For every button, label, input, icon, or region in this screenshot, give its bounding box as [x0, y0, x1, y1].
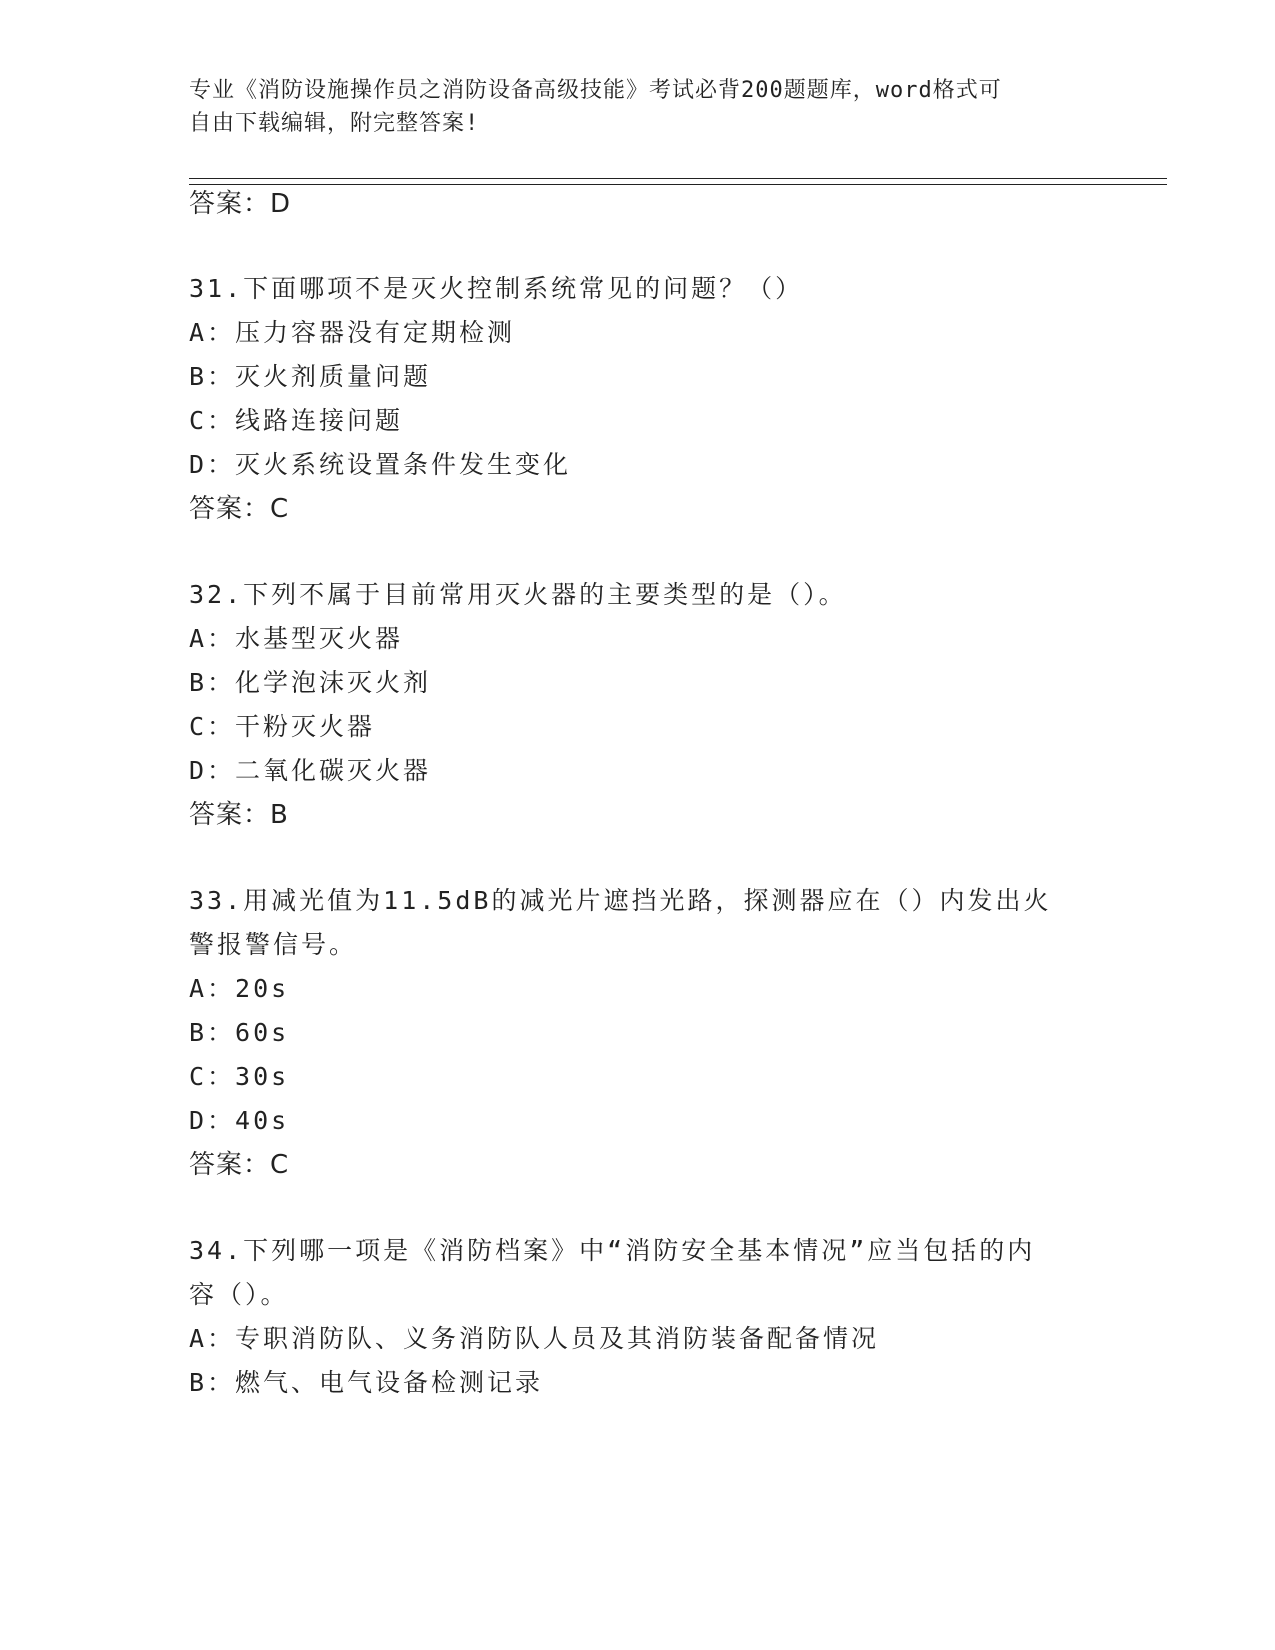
question-33-text-line-1: 33.用减光值为11.5dB的减光片遮挡光路，探测器应在（）内发出火 [189, 886, 1052, 915]
question-33-option-d: D：40s [189, 1106, 290, 1135]
question-32-option-b: B：化学泡沫灭火剂 [189, 668, 432, 697]
question-33-option-c: C：30s [189, 1062, 290, 1091]
header-line-2: 自由下载编辑，附完整答案! [189, 111, 480, 136]
question-32-option-c: C：干粉灭火器 [189, 712, 376, 741]
question-31-option-c: C：线路连接问题 [189, 406, 404, 435]
header-line-1: 专业《消防设施操作员之消防设备高级技能》考试必背200题题库，word格式可 [189, 78, 1002, 103]
question-34-option-a: A：专职消防队、义务消防队人员及其消防装备配备情况 [189, 1324, 880, 1353]
question-31-text: 31.下面哪项不是灭火控制系统常见的问题？（） [189, 274, 804, 303]
question-33-option-b: B：60s [189, 1018, 290, 1047]
question-32-option-d: D：二氧化碳灭火器 [189, 756, 432, 785]
question-33-option-a: A：20s [189, 974, 290, 1003]
question-34-option-b: B：燃气、电气设备检测记录 [189, 1368, 544, 1397]
question-34-text-line-2: 容（）。 [189, 1280, 289, 1309]
question-31-option-d: D：灭火系统设置条件发生变化 [189, 450, 572, 479]
header-divider [189, 178, 1167, 185]
question-32-option-a: A：水基型灭火器 [189, 624, 404, 653]
question-31-answer: 答案：C [189, 494, 290, 524]
question-34-text-line-1: 34.下列哪一项是《消防档案》中“消防安全基本情况”应当包括的内 [189, 1236, 1036, 1265]
question-32-answer: 答案：B [189, 800, 289, 830]
question-32-text: 32.下列不属于目前常用灭火器的主要类型的是（）。 [189, 580, 847, 609]
document-header [189, 74, 1069, 140]
question-33-text-line-2: 警报警信号。 [189, 930, 358, 959]
question-31-option-a: A：压力容器没有定期检测 [189, 318, 516, 347]
question-31-option-b: B：灭火剂质量问题 [189, 362, 432, 391]
previous-answer: 答案：D [189, 189, 292, 219]
question-33-answer: 答案：C [189, 1150, 290, 1180]
